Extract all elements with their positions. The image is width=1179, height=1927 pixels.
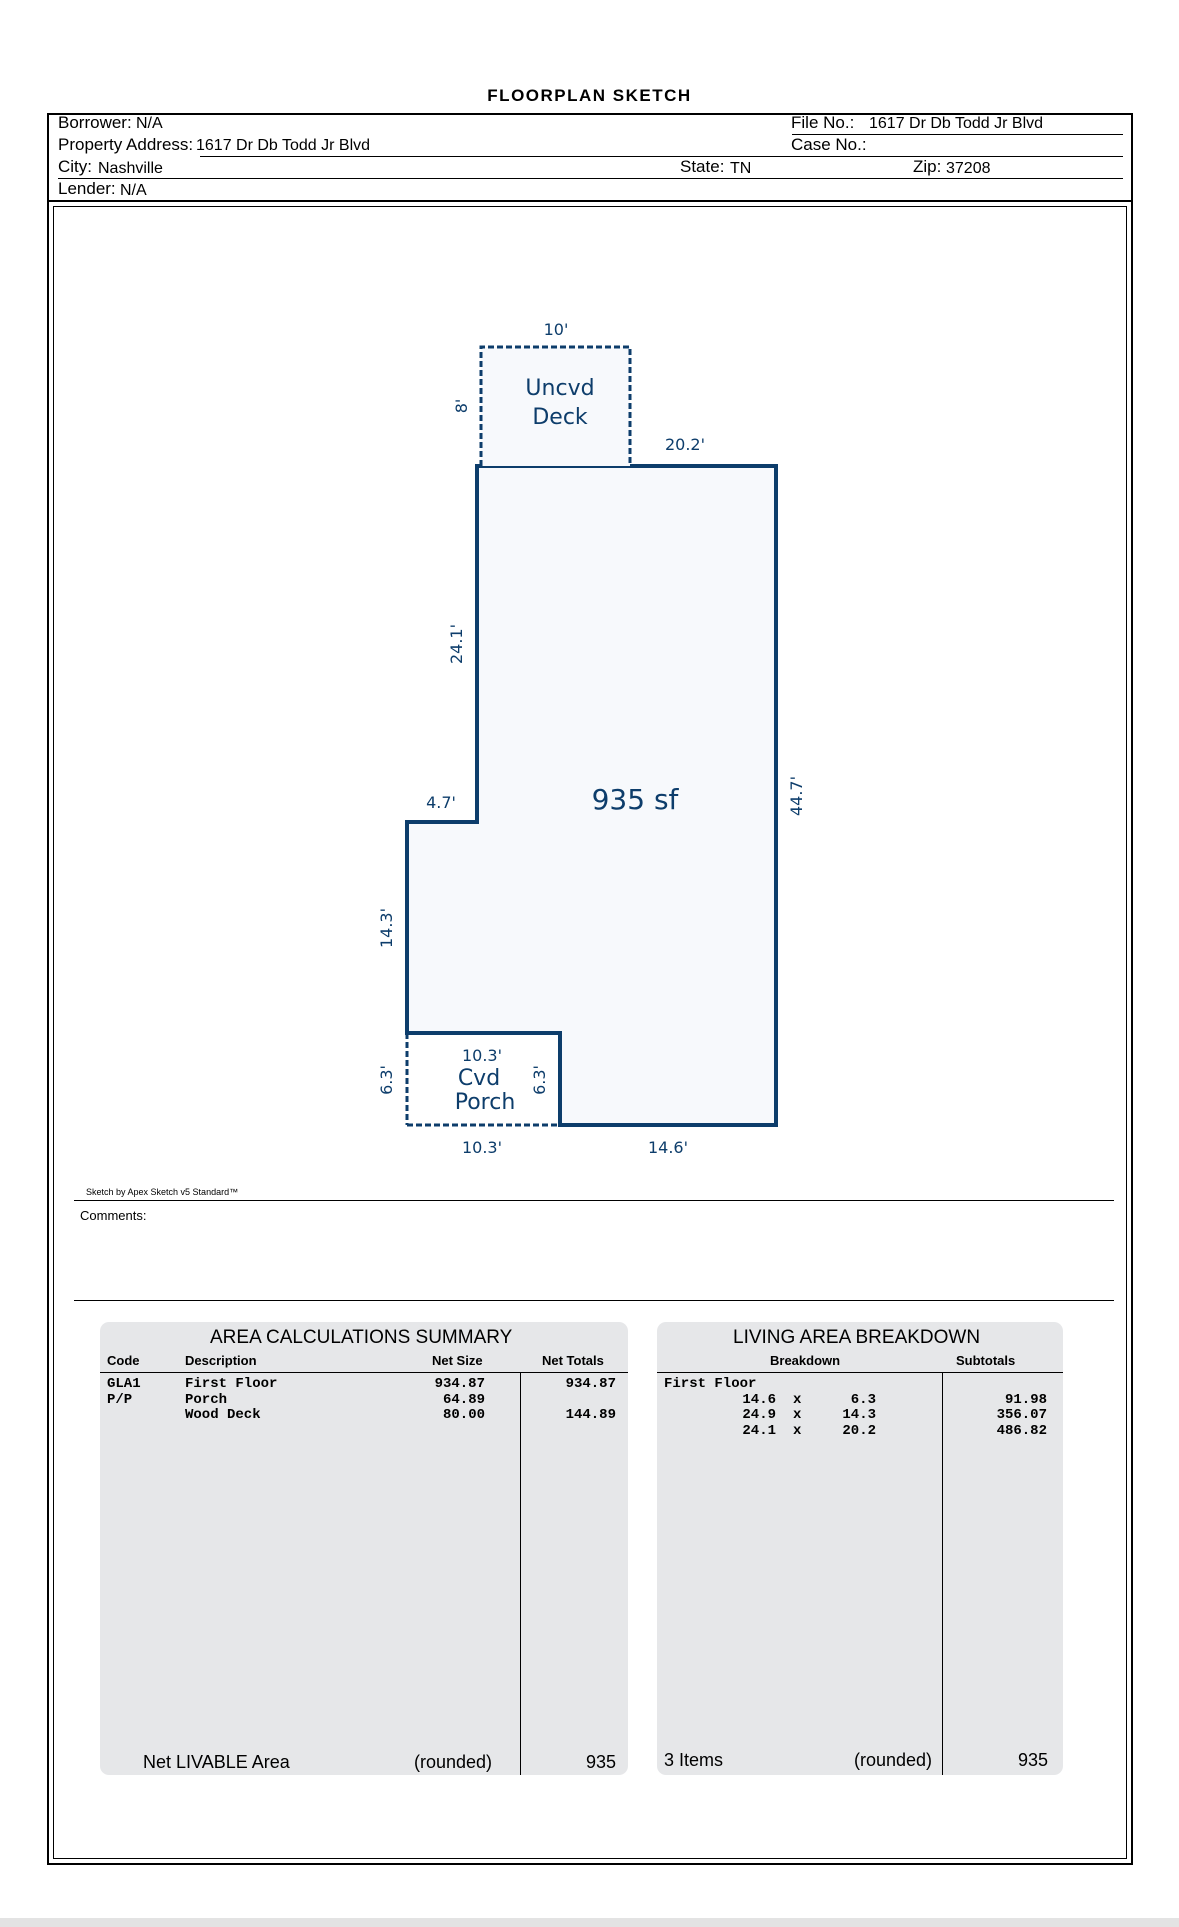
living-area-floor: First Floor bbox=[664, 1376, 757, 1392]
area-calc-header-code: Code bbox=[107, 1353, 140, 1368]
comments-top-line bbox=[74, 1200, 1114, 1201]
living-area-header-breakdown: Breakdown bbox=[770, 1353, 841, 1368]
borrower-label: Borrower: bbox=[58, 113, 132, 132]
city-label: City: bbox=[58, 157, 92, 176]
area-calc-title: AREA CALCULATIONS SUMMARY bbox=[210, 1327, 513, 1348]
lender-label: Lender: bbox=[58, 179, 116, 198]
area-calc-divider bbox=[520, 1372, 521, 1775]
row-description: Wood Deck bbox=[185, 1407, 261, 1423]
dim-porch-top: 10.3' bbox=[461, 1046, 503, 1065]
case-no-label: Case No.: bbox=[791, 135, 867, 154]
porch-label-1: Cvd bbox=[457, 1066, 501, 1091]
deck-label-1: Uncvd bbox=[525, 376, 595, 401]
living-area-rounded: (rounded) bbox=[854, 1750, 933, 1770]
row-code: GLA1 bbox=[107, 1376, 141, 1392]
property-label: Property Address: bbox=[58, 135, 194, 154]
row-subtotal: 91.98 bbox=[1004, 1392, 1047, 1408]
zip-label: Zip: bbox=[913, 157, 942, 176]
dim-bottom-right: 14.6' bbox=[647, 1138, 689, 1157]
dim-left-upper: 24.1' bbox=[447, 623, 466, 665]
page-bottom-strip bbox=[0, 1918, 1179, 1927]
row-times: x bbox=[793, 1423, 802, 1439]
dim-right: 44.7' bbox=[787, 775, 806, 817]
area-calc-header-line bbox=[100, 1372, 628, 1373]
row-net-total: 934.87 bbox=[565, 1376, 616, 1392]
living-area-divider bbox=[942, 1372, 943, 1775]
area-calc-header-net-size: Net Size bbox=[432, 1353, 483, 1368]
living-area-header-subtotals: Subtotals bbox=[956, 1353, 1016, 1368]
living-area-items: 3 Items bbox=[664, 1750, 724, 1770]
row-description: First Floor bbox=[185, 1376, 278, 1392]
row-net-total: 144.89 bbox=[565, 1407, 616, 1423]
comments-label: Comments: bbox=[80, 1208, 147, 1223]
lender-value: N/A bbox=[120, 182, 147, 199]
sketch-credit: Sketch by Apex Sketch v5 Standard™ bbox=[86, 1187, 239, 1197]
state-value: TN bbox=[730, 160, 752, 177]
living-area-title: LIVING AREA BREAKDOWN bbox=[733, 1327, 981, 1348]
row-description: Porch bbox=[185, 1392, 228, 1408]
city-value: Nashville bbox=[98, 160, 163, 177]
row-dim-b: 20.2 bbox=[842, 1423, 876, 1439]
dim-left-lower: 14.3' bbox=[377, 907, 396, 949]
net-livable-rounded: (rounded) bbox=[414, 1752, 493, 1772]
dim-top-right: 20.2' bbox=[664, 435, 706, 454]
living-area-header-line bbox=[657, 1372, 1063, 1373]
dim-porch-left: 6.3' bbox=[377, 1065, 396, 1095]
dim-porch-bottom: 10.3' bbox=[461, 1138, 503, 1157]
row-dim-a: 14.6 bbox=[742, 1392, 776, 1408]
row-net-size: 80.00 bbox=[442, 1407, 485, 1423]
row-net-size: 64.89 bbox=[442, 1392, 485, 1408]
main-area-label: 935 sf bbox=[591, 783, 679, 816]
page-title: FLOORPLAN SKETCH bbox=[487, 86, 692, 105]
zip-value: 37208 bbox=[946, 160, 991, 177]
row-dim-a: 24.9 bbox=[742, 1407, 776, 1423]
row-code: P/P bbox=[107, 1392, 133, 1408]
file-no-label: File No.: bbox=[791, 113, 855, 132]
row-times: x bbox=[793, 1392, 802, 1408]
porch-label-2: Porch bbox=[454, 1090, 516, 1115]
row-times: x bbox=[793, 1407, 802, 1423]
row-dim-a: 24.1 bbox=[742, 1423, 776, 1439]
borrower-value: N/A bbox=[136, 115, 163, 132]
net-livable-label: Net LIVABLE Area bbox=[143, 1752, 290, 1772]
file-no-value: 1617 Dr Db Todd Jr Blvd bbox=[869, 115, 1044, 132]
net-livable-total: 935 bbox=[585, 1752, 616, 1772]
dim-deck-top: 10' bbox=[543, 320, 569, 339]
living-area-total: 935 bbox=[1017, 1750, 1048, 1770]
dim-deck-side: 8' bbox=[452, 398, 471, 414]
row-dim-b: 6.3 bbox=[850, 1392, 876, 1408]
dim-porch-right: 6.3' bbox=[530, 1065, 549, 1095]
deck-label-2: Deck bbox=[532, 405, 588, 430]
state-label: State: bbox=[680, 157, 725, 176]
row-subtotal: 356.07 bbox=[996, 1407, 1047, 1423]
area-calc-header-net-totals: Net Totals bbox=[542, 1353, 604, 1368]
area-calc-header-description: Description bbox=[185, 1353, 257, 1368]
comments-bottom-line bbox=[74, 1300, 1114, 1301]
row-subtotal: 486.82 bbox=[996, 1423, 1047, 1439]
row-dim-b: 14.3 bbox=[842, 1407, 876, 1423]
dim-step: 4.7' bbox=[426, 793, 456, 812]
row-net-size: 934.87 bbox=[434, 1376, 485, 1392]
property-value: 1617 Dr Db Todd Jr Blvd bbox=[196, 137, 371, 154]
